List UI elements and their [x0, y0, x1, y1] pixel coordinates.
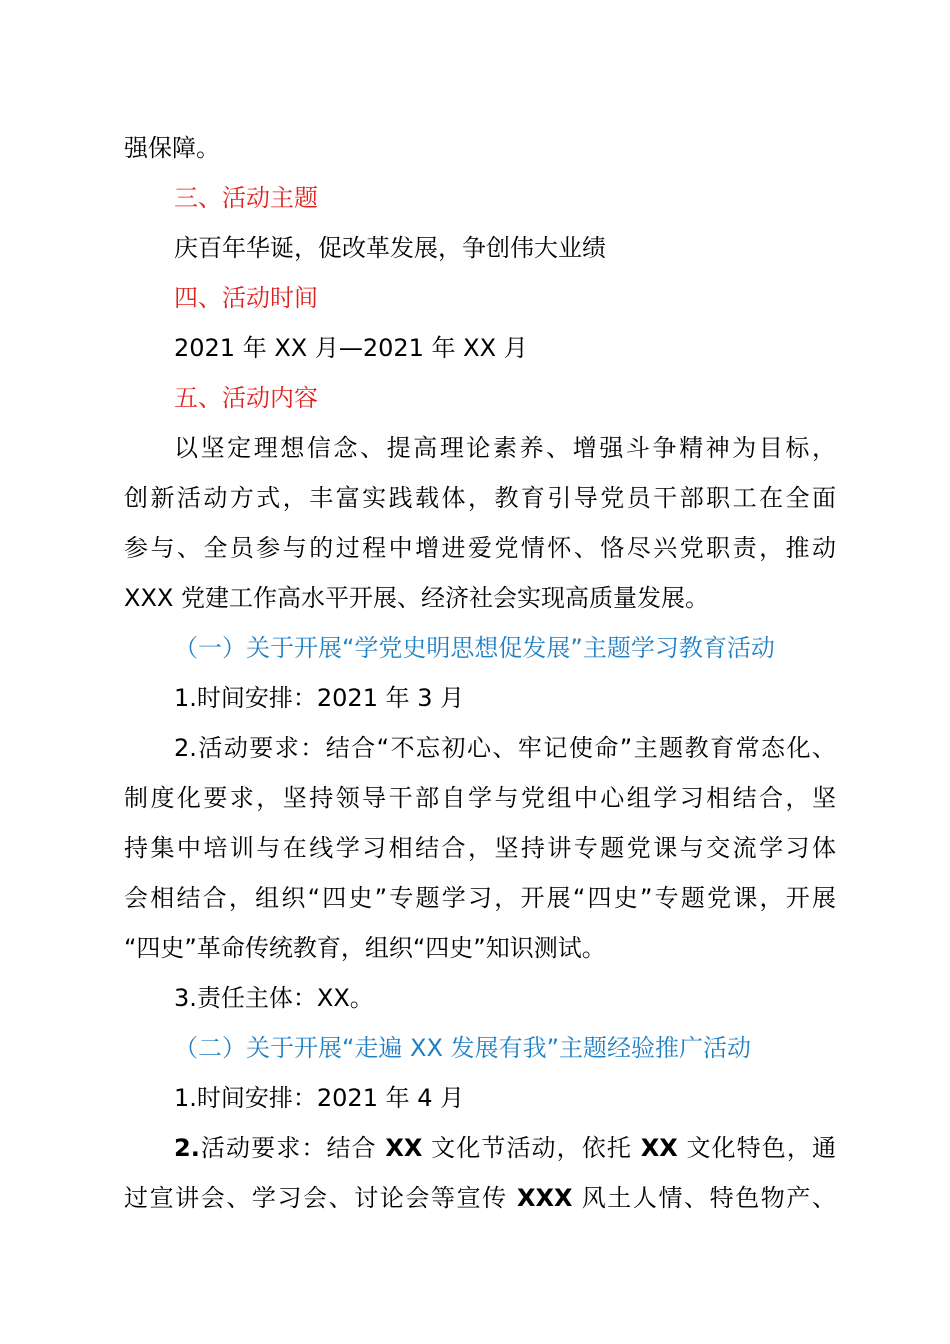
section-heading-time: 四、活动时间 [174, 284, 318, 312]
subsection-heading-2: （二）关于开展“走遍 XX 发展有我”主题经验推广活动 [174, 1034, 752, 1062]
time-text: 2021 年 XX 月—2021 年 XX 月 [174, 334, 528, 362]
schedule-item: 1.时间安排：2021 年 3 月 [174, 684, 465, 712]
requirement-paragraph-line [174, 1133, 836, 1163]
subsection-heading-1: （一）关于开展“学党史明思想促发展”主题学习教育活动 [174, 634, 775, 662]
placeholder-text: XX [640, 1134, 678, 1162]
schedule-item: 1.时间安排：2021 年 4 月 [174, 1084, 465, 1112]
text-segment: 过宣讲会、学习会、讨论会等宣传 [124, 1184, 517, 1212]
placeholder-text: XX [385, 1134, 423, 1162]
content-paragraph-line: XXX 党建工作高水平开展、经济社会实现高质量发展。 [124, 584, 709, 612]
text-segment: 文化特色，通 [677, 1134, 836, 1162]
text-segment: 活动要求：结合 [199, 1134, 386, 1162]
text-segment: 风土人情、特色物产、 [572, 1184, 836, 1212]
requirement-paragraph-line: 会相结合，组织“四史”专题学习，开展“四史”专题党课，开展 [124, 884, 836, 912]
requirement-paragraph-line: 2.活动要求：结合“不忘初心、牢记使命”主题教育常态化、 [174, 734, 836, 762]
content-paragraph-line: 参与、全员参与的过程中增进爱党情怀、恪尽兴党职责，推动 [124, 534, 836, 562]
section-heading-content: 五、活动内容 [174, 384, 318, 412]
requirement-paragraph-line [124, 1183, 836, 1213]
item-number: 2. [174, 1134, 200, 1162]
content-paragraph-line: 创新活动方式，丰富实践载体，教育引导党员干部职工在全面 [124, 484, 836, 512]
paragraph-tail: 强保障。 [124, 134, 220, 162]
text-segment: 文化节活动，依托 [422, 1134, 641, 1162]
requirement-paragraph-line: “四史”革命传统教育，组织“四史”知识测试。 [124, 934, 606, 962]
requirement-paragraph-line: 持集中培训与在线学习相结合，坚持讲专题党课与交流学习体 [124, 834, 836, 862]
responsibility-item: 3.责任主体：XX。 [174, 984, 374, 1012]
requirement-paragraph-line: 制度化要求，坚持领导干部自学与党组中心组学习相结合，坚 [124, 784, 836, 812]
content-paragraph-line: 以坚定理想信念、提高理论素养、增强斗争精神为目标， [174, 434, 836, 462]
section-heading-theme: 三、活动主题 [174, 184, 318, 212]
theme-text: 庆百年华诞，促改革发展，争创伟大业绩 [174, 234, 606, 262]
placeholder-text: XXX [516, 1184, 573, 1212]
